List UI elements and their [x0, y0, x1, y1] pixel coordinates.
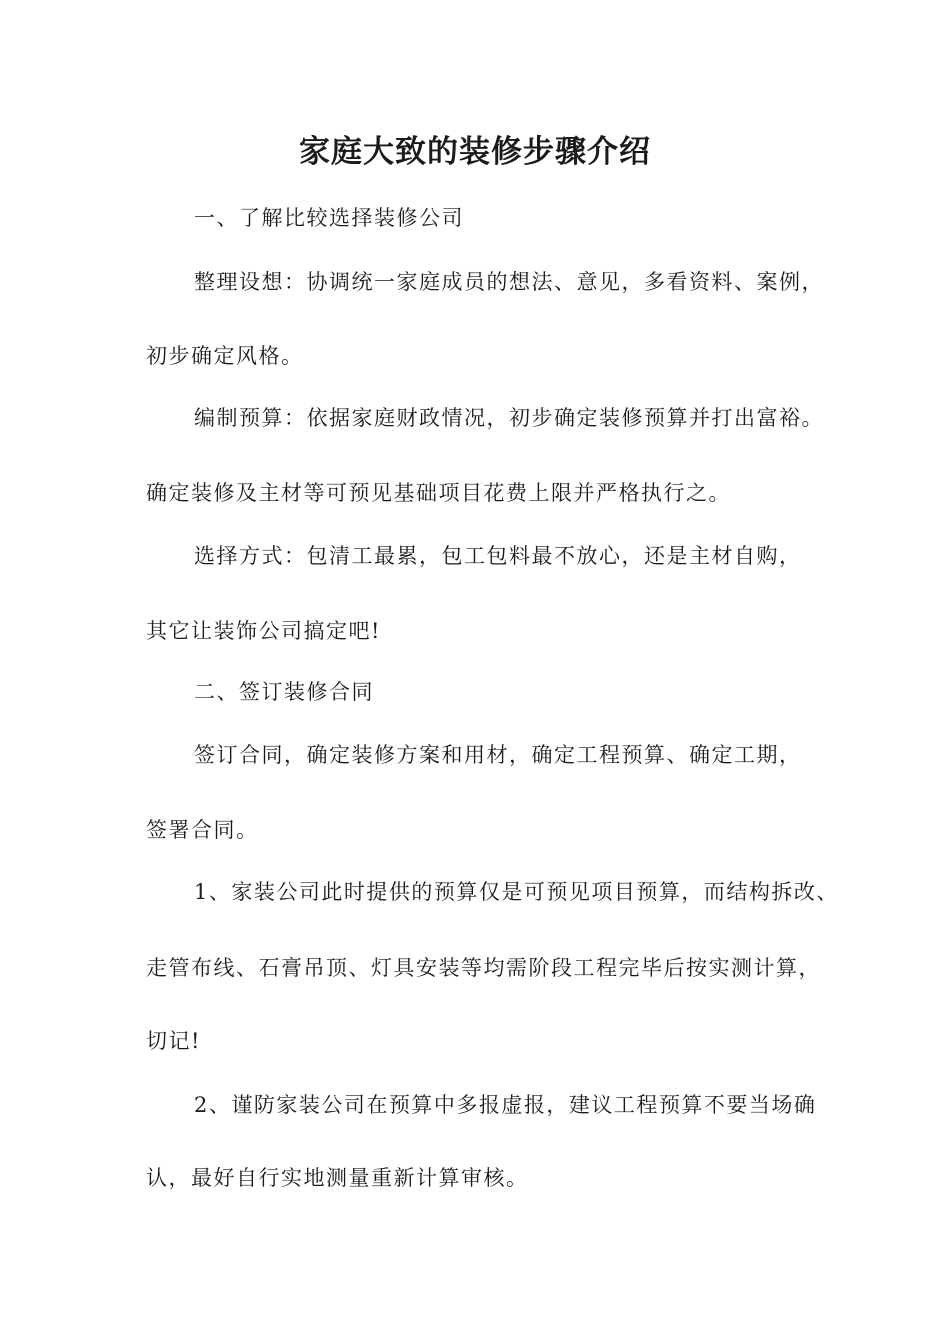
paragraph-line: 签订合同，确定装修方案和用材，确定工程预算、确定工期， [194, 743, 802, 767]
paragraph-line: 走管布线、石膏吊顶、灯具安装等均需阶段工程完毕后按实测计算， [146, 956, 821, 980]
section-heading-1: 一、了解比较选择装修公司 [194, 206, 464, 230]
document-title: 家庭大致的装修步骤介绍 [299, 134, 651, 170]
paragraph-line: 1、家装公司此时提供的预算仅是可预见项目预算，而结构拆改、 [194, 880, 839, 904]
paragraph-line: 选择方式：包清工最累，包工包料最不放心，还是主材自购， [194, 544, 802, 568]
paragraph-line: 认，最好自行实地测量重新计算审核。 [146, 1166, 529, 1190]
paragraph-line: 2、谨防家装公司在预算中多报虚报，建议工程预算不要当场确 [194, 1093, 817, 1117]
paragraph-line: 编制预算：依据家庭财政情况，初步确定装修预算并打出富裕。 [194, 406, 824, 430]
paragraph-line: 签署合同。 [146, 818, 259, 842]
paragraph-line: 切记! [146, 1029, 201, 1053]
paragraph-line: 整理设想：协调统一家庭成员的想法、意见，多看资料、案例， [194, 270, 824, 294]
section-heading-2: 二、签订装修合同 [194, 680, 374, 704]
paragraph-line: 其它让装饰公司搞定吧! [146, 619, 381, 643]
paragraph-line: 初步确定风格。 [146, 344, 304, 368]
paragraph-line: 确定装修及主材等可预见基础项目花费上限并严格执行之。 [146, 481, 731, 505]
